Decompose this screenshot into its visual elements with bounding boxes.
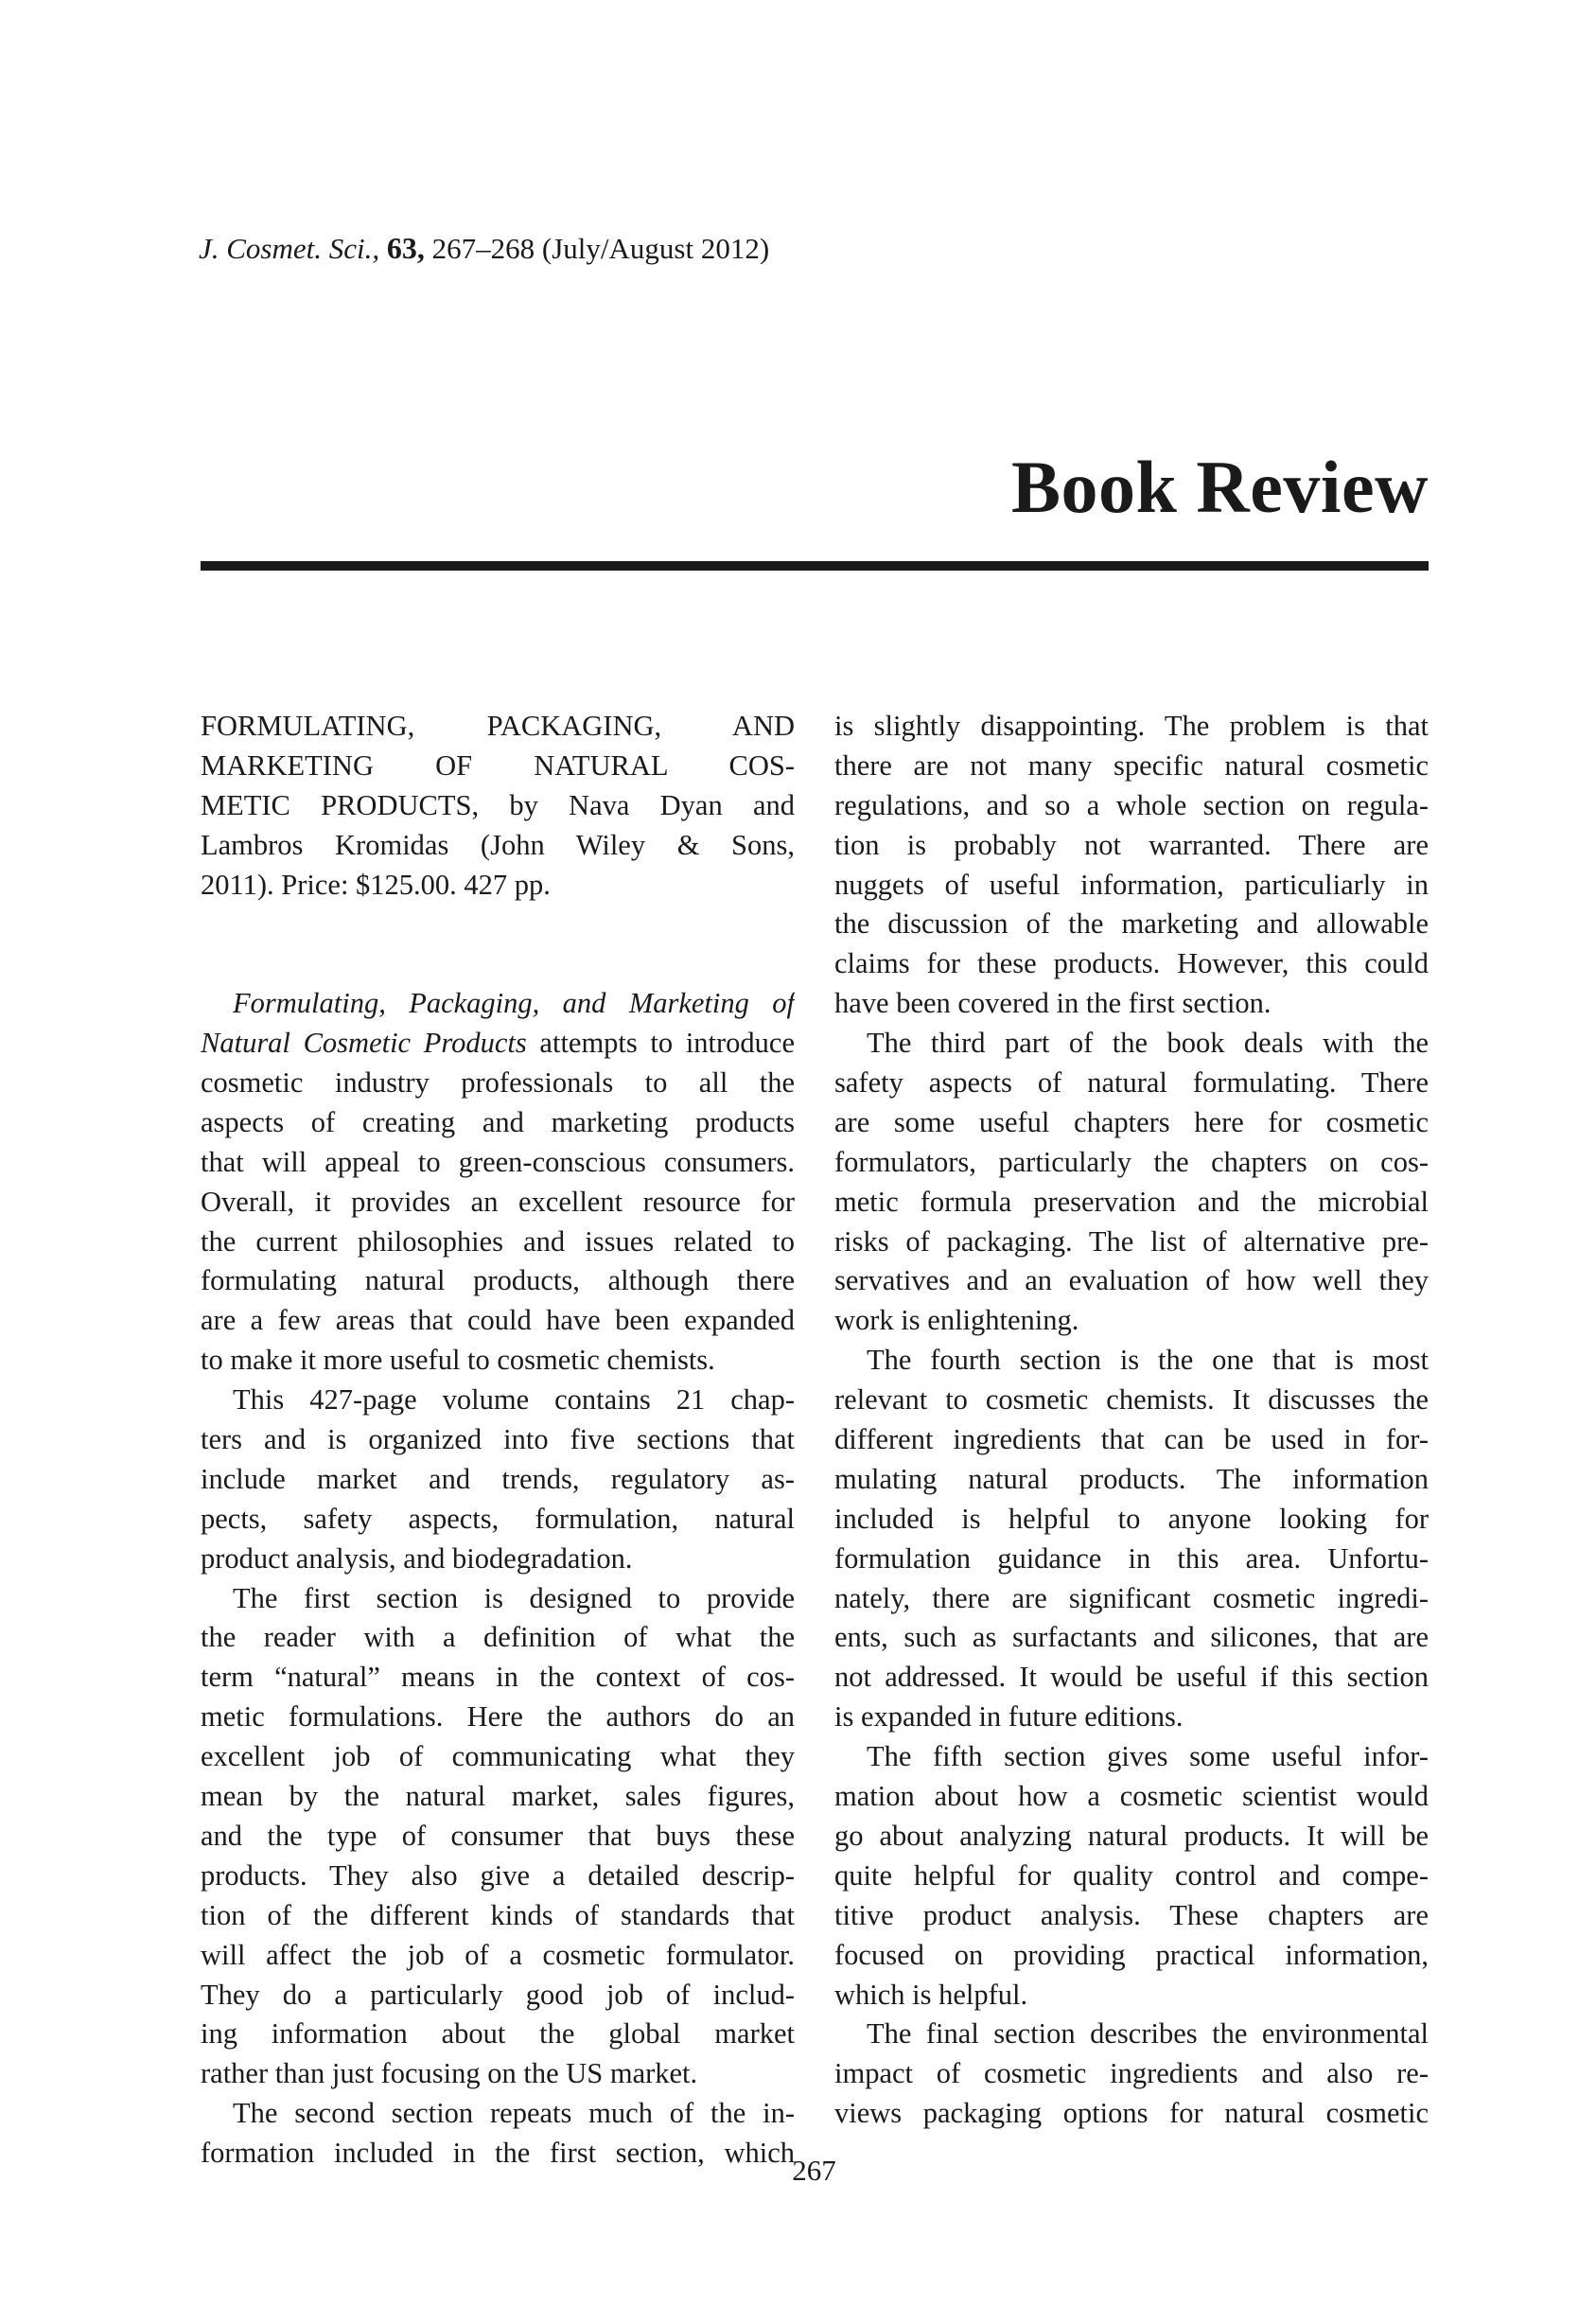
- right-paragraphs: [834, 707, 1429, 2134]
- text-line: safety aspects of natural formulating. There: [834, 1066, 1429, 1100]
- text-line: are some useful chapters here for cosmetic: [834, 1105, 1429, 1138]
- text-line: This 427-page volume contains 21 chap-: [233, 1383, 795, 1417]
- text-line: focused on providing practical information,: [834, 1938, 1429, 1971]
- text-line: The second section repeats much of the in-: [233, 2097, 795, 2130]
- volume-number: 63,: [386, 231, 425, 265]
- text-line: formulation guidance in this area. Unfortu-: [834, 1541, 1429, 1575]
- text-line: METIC PRODUCTS, by Nava Dyan and: [201, 788, 795, 821]
- text-line: go about analyzing natural products. It will be: [834, 1819, 1429, 1852]
- text-line: that will appeal to green-conscious consumers.: [201, 1145, 795, 1178]
- paragraph: [201, 1381, 795, 1578]
- text-line: cosmetic industry professionals to all the: [201, 1066, 795, 1100]
- text-line: They do a particularly good job of includ-: [201, 1978, 795, 2011]
- spacer: [201, 905, 795, 944]
- text-line: term “natural” means in the context of cos-: [201, 1661, 795, 1694]
- book-citation: [201, 707, 795, 905]
- text-line: the discussion of the marketing and allowable: [834, 907, 1429, 941]
- text-line: rather than just focusing on the US market.: [201, 2057, 698, 2090]
- text-line: Overall, it provides an excellent resource for: [201, 1185, 795, 1218]
- title-rule-divider: [201, 561, 1429, 571]
- text-line: and the type of consumer that buys these: [201, 1819, 795, 1852]
- intro-line: [201, 1024, 795, 1064]
- journal-citation-header: [199, 231, 769, 266]
- text-line: have been covered in the first section.: [834, 987, 1272, 1020]
- text-line: formulators, particularly the chapters on cos-: [834, 1145, 1429, 1178]
- text-line: is slightly disappointing. The problem is that: [834, 710, 1429, 742]
- text-line: include market and trends, regulatory as-: [201, 1462, 795, 1495]
- text-line: The final section describes the environmental: [867, 2017, 1429, 2051]
- text-line: 2011). Price: $125.00. 427 pp.: [201, 868, 551, 901]
- text-line: aspects of creating and marketing products: [201, 1105, 795, 1138]
- journal-name: J. Cosmet. Sci.,: [199, 232, 380, 265]
- text-line: not addressed. It would be useful if this section: [834, 1661, 1429, 1694]
- text-line: excellent job of communicating what they: [201, 1740, 795, 1773]
- pages-and-date: 267–268 (July/August 2012): [424, 232, 770, 265]
- text-line: there are not many specific natural cosmetic: [834, 748, 1429, 782]
- book-title-italic: Formulating, Packaging, and Marketing of: [233, 987, 795, 1020]
- paragraph: [834, 1024, 1429, 1341]
- text-line: FORMULATING, PACKAGING, AND: [201, 710, 795, 742]
- paragraph: [834, 2015, 1429, 2134]
- text-line: mulating natural products. The information: [834, 1462, 1429, 1495]
- text-line: to make it more useful to cosmetic chemists.: [201, 1344, 715, 1377]
- text-line: tion is probably not warranted. There are: [834, 828, 1429, 861]
- paragraph: [834, 1737, 1429, 2015]
- text-line: Lambros Kromidas (John Wiley & Sons,: [201, 828, 795, 861]
- right-column: [834, 707, 1429, 2134]
- text-line: risks of packaging. The list of alternative pre-: [834, 1224, 1429, 1258]
- text-line: The third part of the book deals with the: [867, 1027, 1429, 1060]
- text-line: pects, safety aspects, formulation, natural: [201, 1502, 795, 1535]
- paragraph: [834, 707, 1429, 1024]
- text-line: servatives and an evaluation of how well they: [834, 1264, 1429, 1297]
- left-paragraphs: [201, 1064, 795, 2174]
- text-line: tion of the different kinds of standards that: [201, 1898, 795, 1931]
- text-line: The fifth section gives some useful infor-: [867, 1740, 1429, 1773]
- text-line: mation about how a cosmetic scientist would: [834, 1780, 1429, 1813]
- text-line: nuggets of useful information, particuliarly in: [834, 868, 1429, 901]
- text-line: nately, there are significant cosmetic ingredi-: [834, 1581, 1429, 1614]
- text-line: the current philosophies and issues related to: [201, 1224, 795, 1258]
- text-line: the reader with a definition of what the: [201, 1621, 795, 1654]
- text-line: MARKETING OF NATURAL COS-: [201, 748, 795, 782]
- text-line: ents, such as surfactants and silicones, that are: [834, 1621, 1429, 1654]
- paragraph: [834, 1341, 1429, 1737]
- page-title: Book Review: [1011, 446, 1429, 528]
- text-line: products. They also give a detailed descrip-: [201, 1858, 795, 1892]
- text-line: is expanded in future editions.: [834, 1700, 1184, 1734]
- text-line: mean by the natural market, sales figures,: [201, 1780, 795, 1813]
- text-line: claims for these products. However, this could: [834, 947, 1429, 980]
- intro-text: attempts to introduce: [526, 1027, 795, 1060]
- text-line: formation included in the first section, which: [201, 2137, 795, 2170]
- book-title-italic: Natural Cosmetic Products: [201, 1027, 527, 1060]
- text-line: ters and is organized into five sections that: [201, 1423, 795, 1456]
- intro-line: [201, 984, 795, 1024]
- paragraph: [201, 1064, 795, 1381]
- text-line: views packaging options for natural cosmetic: [834, 2097, 1429, 2130]
- text-line: The fourth section is the one that is most: [867, 1344, 1429, 1377]
- text-line: different ingredients that can be used in for-: [834, 1423, 1429, 1456]
- text-line: titive product analysis. These chapters are: [834, 1898, 1429, 1931]
- text-line: included is helpful to anyone looking for: [834, 1502, 1429, 1535]
- text-line: regulations, and so a whole section on regula-: [834, 788, 1429, 821]
- text-line: metic formulations. Here the authors do an: [201, 1700, 795, 1734]
- left-column: [201, 707, 795, 2174]
- text-line: ing information about the global market: [201, 2017, 795, 2051]
- text-line: relevant to cosmetic chemists. It discusses the: [834, 1383, 1429, 1417]
- text-line: impact of cosmetic ingredients and also re-: [834, 2057, 1429, 2090]
- text-line: are a few areas that could have been expanded: [201, 1304, 795, 1337]
- text-line: which is helpful.: [834, 1978, 1028, 2011]
- text-line: work is enlightening.: [834, 1304, 1079, 1337]
- text-line: will affect the job of a cosmetic formulator.: [201, 1938, 795, 1971]
- spacer: [201, 944, 795, 984]
- page-number: 267: [792, 2154, 836, 2187]
- paragraph: [201, 1579, 795, 2095]
- text-line: metic formula preservation and the microbial: [834, 1185, 1429, 1218]
- text-line: formulating natural products, although there: [201, 1264, 795, 1297]
- text-line: The first section is designed to provide: [233, 1581, 795, 1614]
- text-line: quite helpful for quality control and compe-: [834, 1858, 1429, 1892]
- text-line: product analysis, and biodegradation.: [201, 1541, 633, 1575]
